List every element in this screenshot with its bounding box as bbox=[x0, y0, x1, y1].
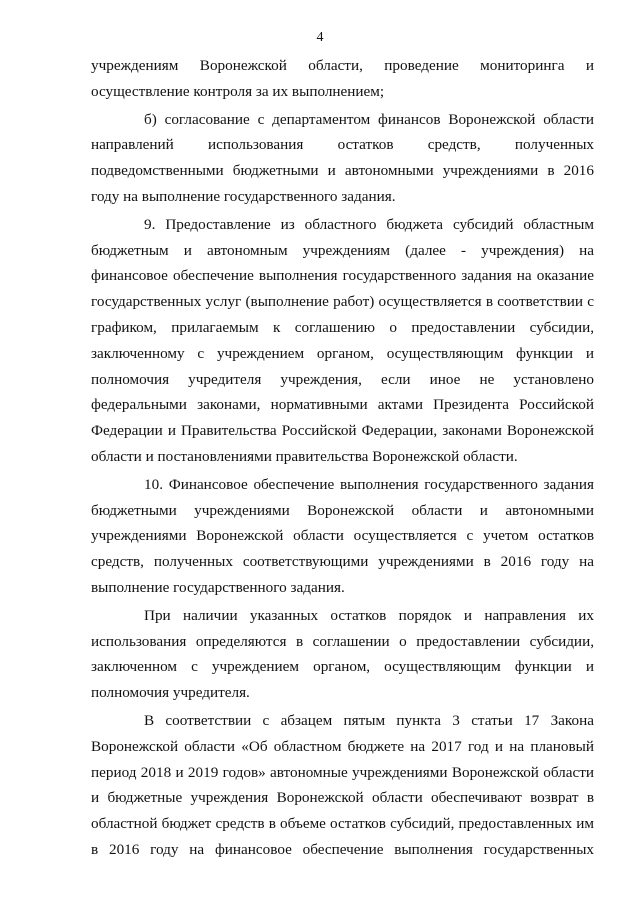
page-number: 4 bbox=[316, 30, 324, 45]
paragraph-continuation: учреждениям Воронежской области, проведение мониторинга и осуществление контроля за их выполнением; bbox=[91, 57, 594, 100]
paragraph-item-10: 10. Финансовое обеспечение выполнения государственного задания бюджетными учреждениями Воронежской области и автономными учреждениями Воронежской области осуществляется с учетом остатков средств, полученных соответствующими учреждениями в 2016 году на выполнение государственного задания. bbox=[91, 475, 594, 596]
document-body bbox=[91, 53, 594, 863]
paragraph-remaining-funds: При наличии указанных остатков порядок и направления их использования определяются в соглашении о предоставлении субсидии, заключенном с учреждением органом, осуществляющим функции и полномочия учредителя. bbox=[91, 606, 594, 702]
paragraph-item-9: 9. Предоставление из областного бюджета субсидий областным бюджетным и автономным учреждениям (далее - учреждения) на финансовое обеспечение выполнения государственного задания на оказание государственных услуг (выполнение работ) осуществляется в соответствии с графиком, прилагаемым к соглашению о предоставлении субсидии, заключенному с учреждением органом, осуществляющим функции и полномочия учредителя учреждения, если иное не установлено федеральными законами, нормативными актами Президента Российской Федерации и Правительства Российской Федерации, законами Воронежской области и постановлениями правительства Воронежской области. bbox=[91, 215, 594, 465]
paragraph-subitem-b: б) согласование с департаментом финансов Воронежской области направлений использования остатков средств, полученных подведомственными бюджетными и автономными учреждениями в 2016 году на выполнение государственного задания. bbox=[91, 110, 594, 205]
paragraph-refund-clause: В соответствии с абзацем пятым пункта 3 статьи 17 Закона Воронежской области «Об областном бюджете на 2017 год и на плановый период 2018 и 2019 годов» автономные учреждениями Воронежской области и бюджетные учреждения Воронежской области обеспечивают возврат в областной бюджет средств в объеме остатков субсидий, предоставленных им в 2016 году на финансовое обеспечение выполнения государственных bbox=[91, 711, 594, 858]
